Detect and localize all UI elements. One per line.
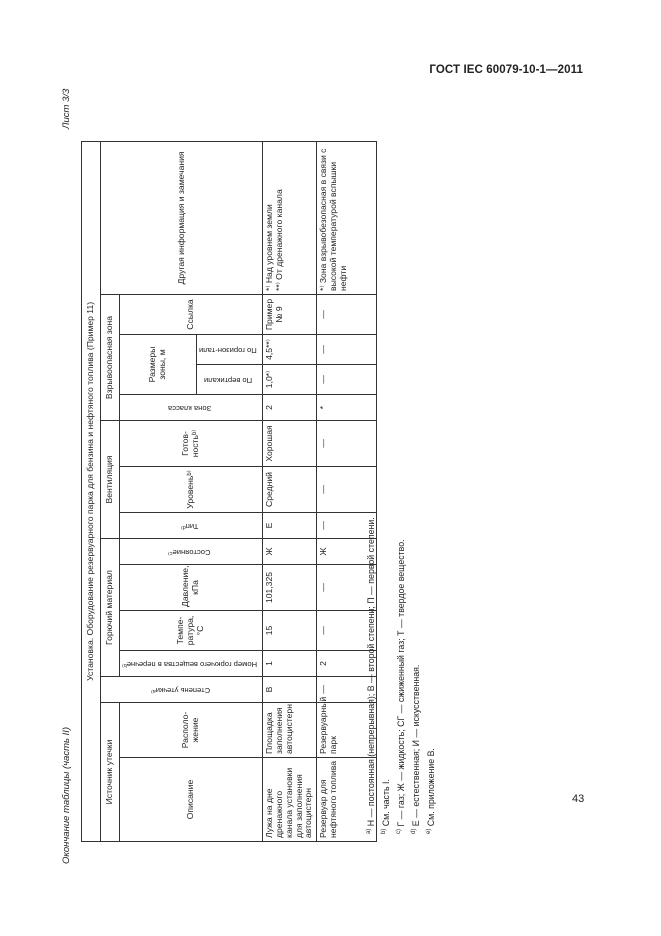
cell-other: *⁾ Над уровнем земли **⁾ От дренажного канала — [262, 141, 316, 294]
group-ventilation-header: Вентиляция — [101, 421, 120, 539]
sheet-label: Лист 3/3 — [61, 88, 72, 129]
footnote: $^{a)}$ Н — постоянная (непрерывная); В — второй степени; П — первой степени. — [365, 517, 376, 834]
table-continuation-label: Окончание таблицы (часть II) — [61, 726, 72, 864]
group-source-header: Источник утечки — [101, 703, 120, 842]
col-reference: Ссылка — [120, 295, 263, 335]
col-pressure: Давление, кПа — [120, 565, 263, 611]
cell-other: *⁾ Зона взрывобезопасная в связи с высокой температурой вспышки нефти — [317, 141, 377, 294]
col-other-info: Другая информация и замечания — [101, 141, 263, 294]
col-zone-size: Размеры зоны, м — [120, 335, 197, 395]
col-state: Состояниеᶜ⁾ — [120, 539, 263, 565]
table-caption: Установка. Оборудование резервуарного парка для бензина и нефтяного топлива (Пример 11) — [82, 141, 101, 841]
cell-vent-degree: — — [317, 467, 377, 513]
col-release-grade: Степень утечкиᵃ⁾ — [101, 677, 263, 703]
col-horizontal: По горизон-тали — [197, 335, 263, 365]
document-code: ГОСТ IEC 60079-10-1—2011 — [429, 64, 583, 76]
cell-vent-type: — — [317, 513, 377, 539]
col-availability: Готов-ностьᵇ⁾ — [120, 421, 263, 467]
cell-reference: Пример № 9 — [262, 295, 316, 335]
cell-zone-class: * — [317, 395, 377, 421]
cell-description: Лужа на дне дренажного канала установки для заполнения автоцистерн — [262, 758, 316, 842]
cell-state: Ж — [262, 539, 316, 565]
col-zone-class: Зона класса — [120, 395, 263, 421]
col-location: Располо-жение — [120, 703, 263, 758]
footnote: $^{e)}$ См. приложение В. — [425, 748, 436, 834]
page-number: 43 — [572, 793, 585, 805]
cell-zone-class: 2 — [262, 395, 316, 421]
release-sources-table — [81, 141, 377, 842]
cell-temperature: 15 — [262, 611, 316, 651]
col-vertical: По вертикали — [197, 365, 263, 395]
footnote: $^{c)}$ Г — газ; Ж — жидкость; СГ — сжиженный газ; Т — твердое вещество. — [395, 539, 406, 834]
cell-substance-no: 2 — [317, 651, 377, 677]
footnote: $^{b)}$ См. часть I. — [380, 779, 391, 834]
table-row — [262, 141, 316, 841]
cell-horizontal: — — [317, 335, 377, 365]
cell-vent-type: Е — [262, 513, 316, 539]
group-flammable-header: Горючий материал — [101, 539, 120, 677]
col-description: Описание — [120, 758, 263, 842]
col-vent-degree: Уровеньᵇ⁾ — [120, 467, 263, 513]
cell-vertical: 1,0*⁾ — [262, 365, 316, 395]
cell-location: Резервуарный парк — [317, 703, 377, 758]
cell-availability: — — [317, 421, 377, 467]
cell-reference: — — [317, 295, 377, 335]
cell-grade: — — [317, 677, 377, 703]
rotated-table-block — [58, 74, 618, 864]
group-zone-header: Взрывоопасная зона — [101, 295, 120, 421]
cell-horizontal: 4,5**⁾ — [262, 335, 316, 365]
cell-location: Площадка заполнения автоцистерн — [262, 703, 316, 758]
col-vent-type: Типᵈ⁾ — [120, 513, 263, 539]
cell-vent-degree: Средний — [262, 467, 316, 513]
cell-pressure: — — [317, 565, 377, 611]
cell-description: Резервуар для нефтяного топлива — [317, 758, 377, 842]
col-temperature: Темпе-ратура, °С — [120, 611, 263, 651]
cell-state: Ж — [317, 539, 377, 565]
cell-grade: В — [262, 677, 316, 703]
cell-pressure: 101,325 — [262, 565, 316, 611]
col-substance-no: Номер горючего вещества в перечнеᵇ⁾ — [120, 651, 263, 677]
cell-substance-no: 1 — [262, 651, 316, 677]
cell-temperature: — — [317, 611, 377, 651]
cell-vertical: — — [317, 365, 377, 395]
footnotes — [363, 517, 438, 834]
footnote: $^{d)}$ Е — естественная; И — искусственная. — [410, 664, 421, 834]
cell-availability: Хорошая — [262, 421, 316, 467]
